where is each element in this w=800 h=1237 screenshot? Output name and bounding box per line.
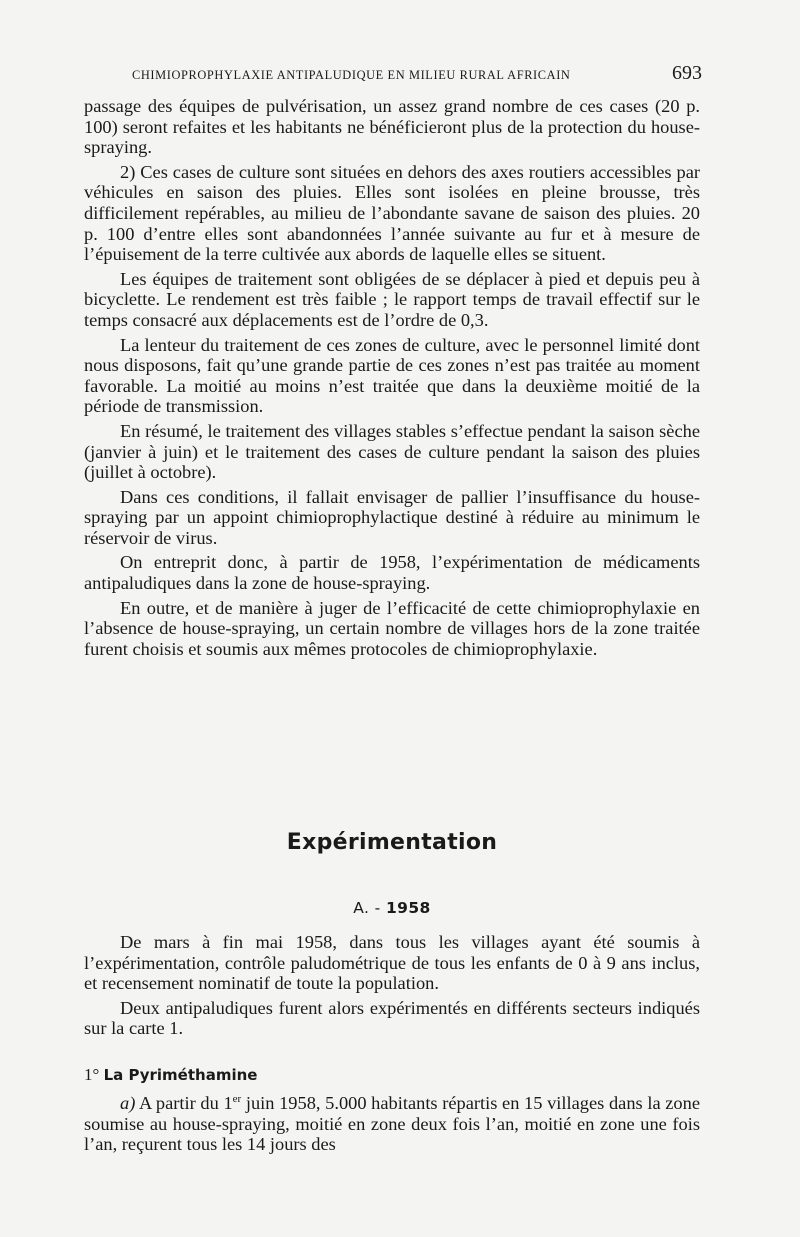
drug-name: La Pyriméthamine [103, 1066, 258, 1084]
paragraph: La lenteur du traitement de ces zones de culture, avec le personnel limité dont nous disposons, fait qu’une grande partie de ces zones n’est pas traitée au moment favorable. La moitié au moins n’est traitée que dans la deuxième moitié de la période de transmission. [84, 334, 700, 417]
sub-heading-year: 1958 [385, 899, 431, 917]
section-heading: Expérimentation [286, 830, 498, 855]
sub-heading-prefix: A. - [353, 899, 381, 917]
body-text-2 [84, 932, 700, 1043]
paragraph: passage des équipes de pulvérisation, un assez grand nombre de ces cases (20 p. 100) seront refaites et les habitants ne bénéficieront plus de la protection du house-spraying. [84, 96, 700, 158]
paragraph-text-start: A partir du 1 [138, 1093, 233, 1113]
paragraph: Deux antipaludiques furent alors expérimentés en différents secteurs indiqués sur la carte 1. [84, 997, 700, 1039]
paragraph: On entreprit donc, à partir de 1958, l’expérimentation de médicaments antipaludiques dans la zone de house-spraying. [84, 552, 700, 594]
drug-number: 1° [84, 1065, 100, 1084]
paragraph [84, 1093, 700, 1155]
drug-heading [84, 1065, 257, 1085]
running-head [84, 64, 700, 86]
paragraph: De mars à fin mai 1958, dans tous les villages ayant été soumis à l’expérimentation, contrôle paludométrique de tous les enfants de 0 à 9 ans inclus, et recensement nominatif de toute la population. [84, 932, 700, 994]
paragraph: En outre, et de manière à juger de l’efficacité de cette chimioprophylaxie en l’absence de house-spraying, un certain nombre de villages hors de la zone traitée furent choisis et soumis aux mêmes protocoles de chimioprophylaxie. [84, 597, 700, 659]
item-label: a) [120, 1093, 136, 1113]
body-text-3 [84, 1093, 700, 1155]
body-text [84, 96, 700, 663]
paragraph: Dans ces conditions, il fallait envisager de pallier l’insuffisance du house-spraying par un appoint chimioprophylactique destiné à réduire au minimum le réservoir de virus. [84, 486, 700, 548]
sub-heading [84, 899, 700, 917]
page-number: 693 [672, 62, 702, 84]
paragraph: En résumé, le traitement des villages stables s’effectue pendant la saison sèche (janvier à juin) et le traitement des cases de culture pendant la saison des pluies (juillet à octobre). [84, 420, 700, 483]
superscript: er [232, 1092, 242, 1105]
running-title: CHIMIOPROPHYLAXIE ANTIPALUDIQUE EN MILIEU RURAL AFRICAIN [132, 68, 571, 82]
paragraph-text-end: juin 1958, 5.000 habitants répartis en 15 villages dans la zone soumise au house-spraying, moitié en zone deux fois l’an, moitié en zone une fois l’an, reçurent tous les 14 jours des [84, 1093, 700, 1155]
paragraph: 2) Ces cases de culture sont situées en dehors des axes routiers accessibles par véhicules en saison des pluies. Elles sont isolées en pleine brousse, très difficilement repérables, au milieu de l’abondante savane de saison des pluies. 20 p. 100 d’entre elles sont abandonnées l’année suivante au fur et à mesure de l’épuisement de la terre cultivée aux abords de laquelle elles se situent. [84, 161, 700, 265]
paragraph: Les équipes de traitement sont obligées de se déplacer à pied et depuis peu à bicyclette. Le rendement est très faible ; le rapport temps de travail effectif sur le temps consacré aux déplacements est de l’ordre de 0,3. [84, 268, 700, 330]
